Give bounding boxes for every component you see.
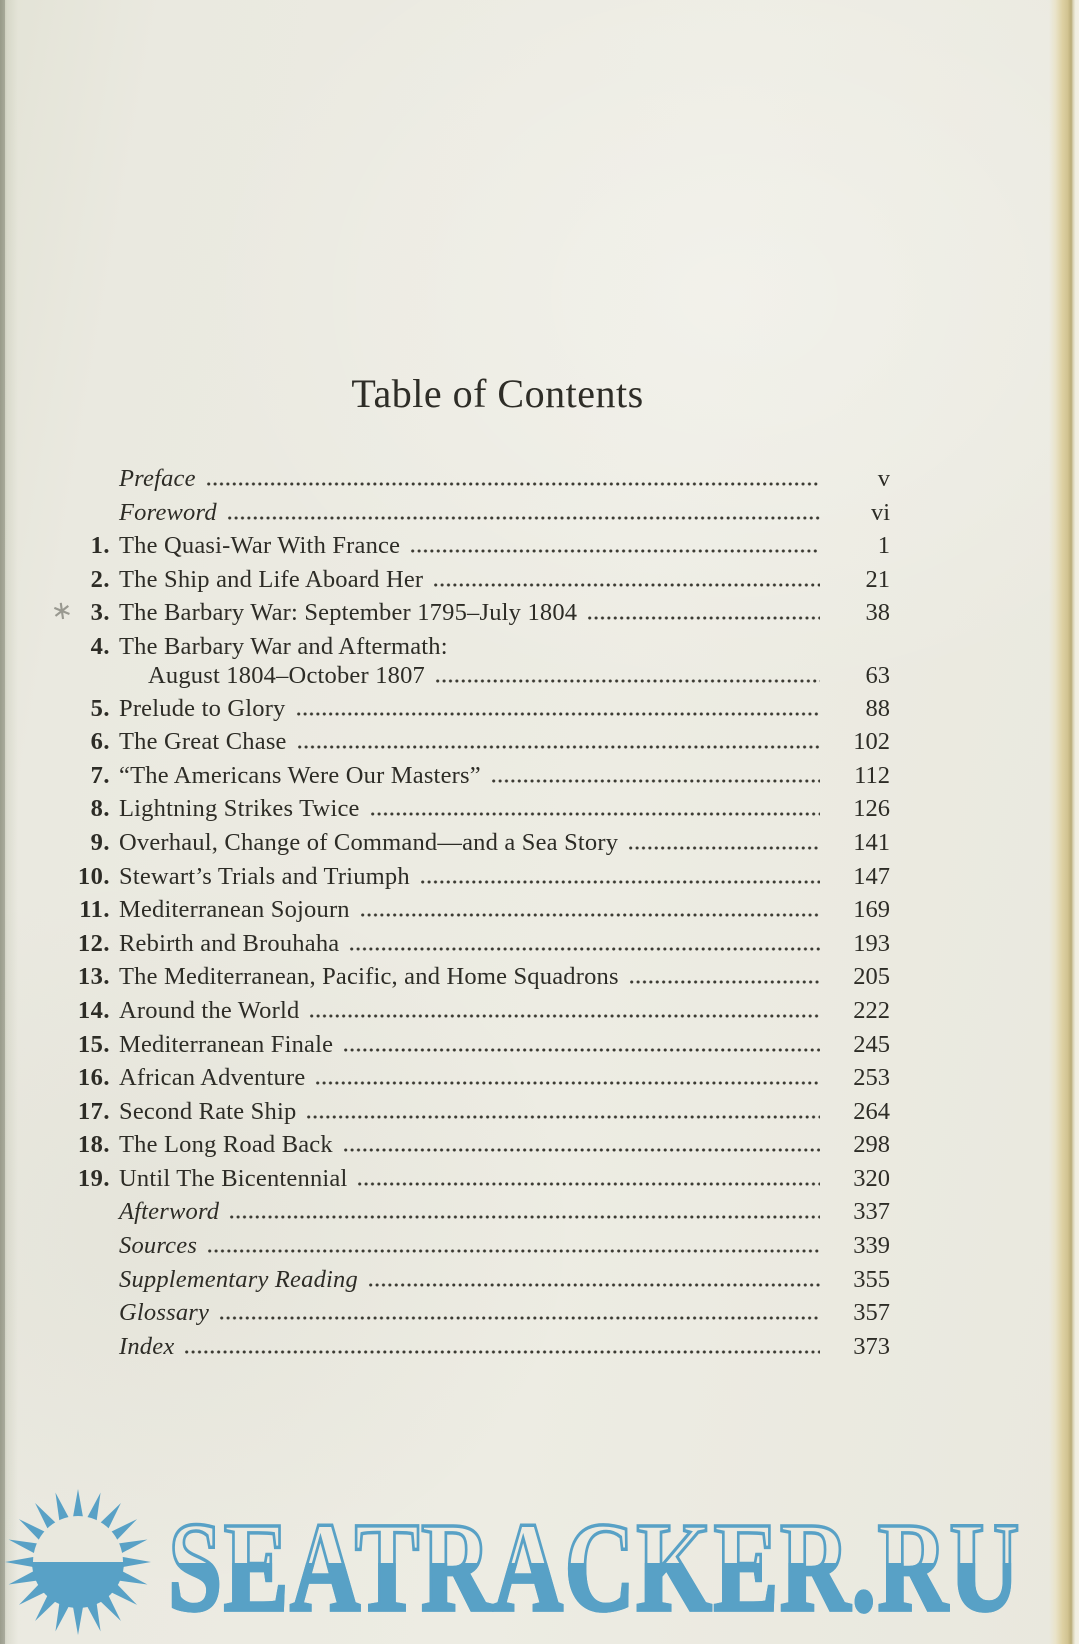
page-right-edge: [1049, 0, 1079, 1644]
chapter-title: The Quasi-War With France: [119, 532, 401, 560]
chapter-title: Overhaul, Change of Command—and a Sea Story: [119, 828, 619, 856]
toc-row: [60, 792, 890, 826]
chapter-number: 16.: [77, 1064, 110, 1092]
chapter-number: 1.: [90, 532, 110, 560]
chapter-title: Glossary: [119, 1299, 210, 1327]
toc-row: [60, 1229, 890, 1263]
chapter-title: Preface: [119, 465, 196, 492]
page-number: 355: [853, 1265, 890, 1293]
chapter-title: Prelude to Glory: [119, 694, 286, 722]
toc-row: [60, 563, 890, 597]
sun-icon: [3, 1487, 153, 1637]
chapter-number: 13.: [77, 963, 110, 991]
dot-leader: [358, 1182, 820, 1186]
chapter-title: Mediterranean Finale: [119, 1030, 334, 1058]
chapter-title: Sources: [119, 1232, 198, 1260]
dot-leader: [207, 482, 820, 486]
toc-row: [60, 1296, 890, 1330]
dot-leader: [630, 980, 820, 984]
chapter-number: 17.: [77, 1097, 110, 1125]
page-title: Table of Contents: [351, 371, 644, 416]
dot-leader: [492, 779, 820, 783]
chapter-title: Afterword: [119, 1198, 220, 1226]
page-number: 63: [865, 661, 890, 689]
toc-row: [60, 759, 890, 793]
dot-leader: [310, 1014, 820, 1018]
dot-leader: [421, 880, 820, 884]
chapter-title: Mediterranean Sojourn: [119, 896, 350, 924]
page-number: 126: [853, 795, 890, 823]
chapter-number: 19.: [77, 1164, 110, 1192]
chapter-title: Second Rate Ship: [119, 1097, 297, 1125]
chapter-number: 4.: [90, 632, 110, 660]
chapter-number: 10.: [77, 862, 110, 890]
page-number: 320: [853, 1164, 890, 1192]
toc-row: [60, 1095, 890, 1129]
pencil-mark: ∗: [49, 594, 75, 628]
dot-leader: [436, 679, 820, 683]
toc-row: [60, 1028, 890, 1062]
toc-row: [60, 960, 890, 994]
page-number: v: [877, 465, 890, 492]
toc-row: [60, 630, 890, 664]
page-number: 357: [853, 1299, 890, 1327]
toc-row: [60, 1330, 890, 1364]
page-number: 1: [877, 532, 890, 560]
chapter-number: 7.: [90, 761, 110, 789]
page-number: 205: [853, 963, 890, 991]
toc-row: [60, 1128, 890, 1162]
toc-row: [60, 1195, 890, 1229]
toc-row: [60, 692, 890, 726]
page-number: 245: [853, 1030, 890, 1058]
page-number: 373: [853, 1332, 890, 1360]
dot-leader: [297, 712, 820, 716]
toc-row: [60, 725, 890, 759]
chapter-number: 8.: [90, 795, 110, 823]
dot-leader: [369, 1283, 820, 1287]
page-number: 298: [853, 1131, 890, 1159]
dot-leader: [434, 583, 820, 587]
dot-leader: [629, 846, 820, 850]
dot-leader: [298, 745, 820, 749]
dot-leader: [588, 616, 820, 620]
page-binding-edge: [0, 0, 18, 1644]
dot-leader: [220, 1316, 820, 1320]
chapter-number: 3.: [90, 599, 110, 627]
page-number: 337: [853, 1198, 890, 1226]
dot-leader: [344, 1048, 820, 1052]
chapter-title: The Barbary War and Aftermath:: [119, 632, 448, 660]
chapter-title: Foreword: [119, 498, 217, 526]
dot-leader: [316, 1081, 820, 1085]
dot-leader: [344, 1148, 820, 1152]
chapter-title: African Adventure: [119, 1064, 306, 1092]
dot-leader: [411, 549, 820, 553]
dot-leader: [371, 812, 820, 816]
chapter-number: 5.: [90, 694, 110, 722]
dot-leader: [228, 516, 820, 520]
chapter-title: Index: [119, 1332, 175, 1360]
toc-row: [60, 860, 890, 894]
page-number: 339: [853, 1232, 890, 1260]
toc-row: [60, 462, 890, 496]
toc-row: [60, 826, 890, 860]
dot-leader: [307, 1115, 820, 1119]
page-number: 38: [865, 599, 890, 627]
page-number: vi: [870, 498, 890, 526]
toc-row: [60, 496, 890, 530]
toc-row: [60, 661, 890, 692]
dot-leader: [361, 913, 820, 917]
chapter-number: 2.: [90, 565, 110, 593]
page-number: 193: [853, 929, 890, 957]
page-number: 21: [865, 565, 890, 593]
page-number: 264: [853, 1097, 890, 1125]
toc-row: [60, 1162, 890, 1196]
chapter-title: Lightning Strikes Twice: [119, 795, 360, 823]
chapter-title: Around the World: [119, 996, 300, 1024]
chapter-title: Until The Bicentennial: [119, 1164, 348, 1192]
chapter-title: The Barbary War: September 1795–July 1804: [119, 599, 578, 627]
chapter-number: 14.: [77, 996, 110, 1024]
dot-leader: [208, 1249, 820, 1253]
chapter-number: 12.: [77, 929, 110, 957]
toc-row: [60, 1263, 890, 1297]
dot-leader: [230, 1215, 820, 1219]
chapter-number: 15.: [77, 1030, 110, 1058]
toc-row: [60, 893, 890, 927]
page-number: 253: [853, 1064, 890, 1092]
toc-row: [60, 1061, 890, 1095]
chapter-title: The Mediterranean, Pacific, and Home Squadrons: [119, 963, 619, 991]
page-number: 141: [853, 828, 890, 856]
chapter-title: Supplementary Reading: [119, 1265, 358, 1293]
table-of-contents: [60, 462, 890, 1363]
toc-row: [60, 596, 890, 630]
page-number: 147: [853, 862, 890, 890]
page-number: 102: [853, 728, 890, 756]
chapter-number: 6.: [90, 728, 110, 756]
chapter-title: August 1804–October 1807: [148, 661, 425, 689]
chapter-number: 9.: [90, 828, 110, 856]
dot-leader: [350, 947, 820, 951]
chapter-title: The Great Chase: [119, 728, 287, 756]
chapter-title: Stewart’s Trials and Triumph: [119, 862, 410, 890]
page-number: 222: [853, 996, 890, 1024]
toc-row: [60, 529, 890, 563]
page-number: 169: [853, 896, 890, 924]
chapter-title: “The Americans Were Our Masters”: [119, 761, 481, 789]
watermark-text: SEATRACKER.RU: [168, 1496, 1022, 1638]
page-number: 88: [865, 694, 890, 722]
chapter-title: The Ship and Life Aboard Her: [119, 565, 424, 593]
chapter-number: 11.: [79, 896, 110, 924]
chapter-title: Rebirth and Brouhaha: [119, 929, 340, 957]
page-number: 112: [854, 761, 890, 789]
chapter-number: 18.: [77, 1131, 110, 1159]
toc-row: [60, 927, 890, 961]
chapter-title: The Long Road Back: [119, 1131, 333, 1159]
toc-row: [60, 994, 890, 1028]
dot-leader: [185, 1350, 820, 1354]
